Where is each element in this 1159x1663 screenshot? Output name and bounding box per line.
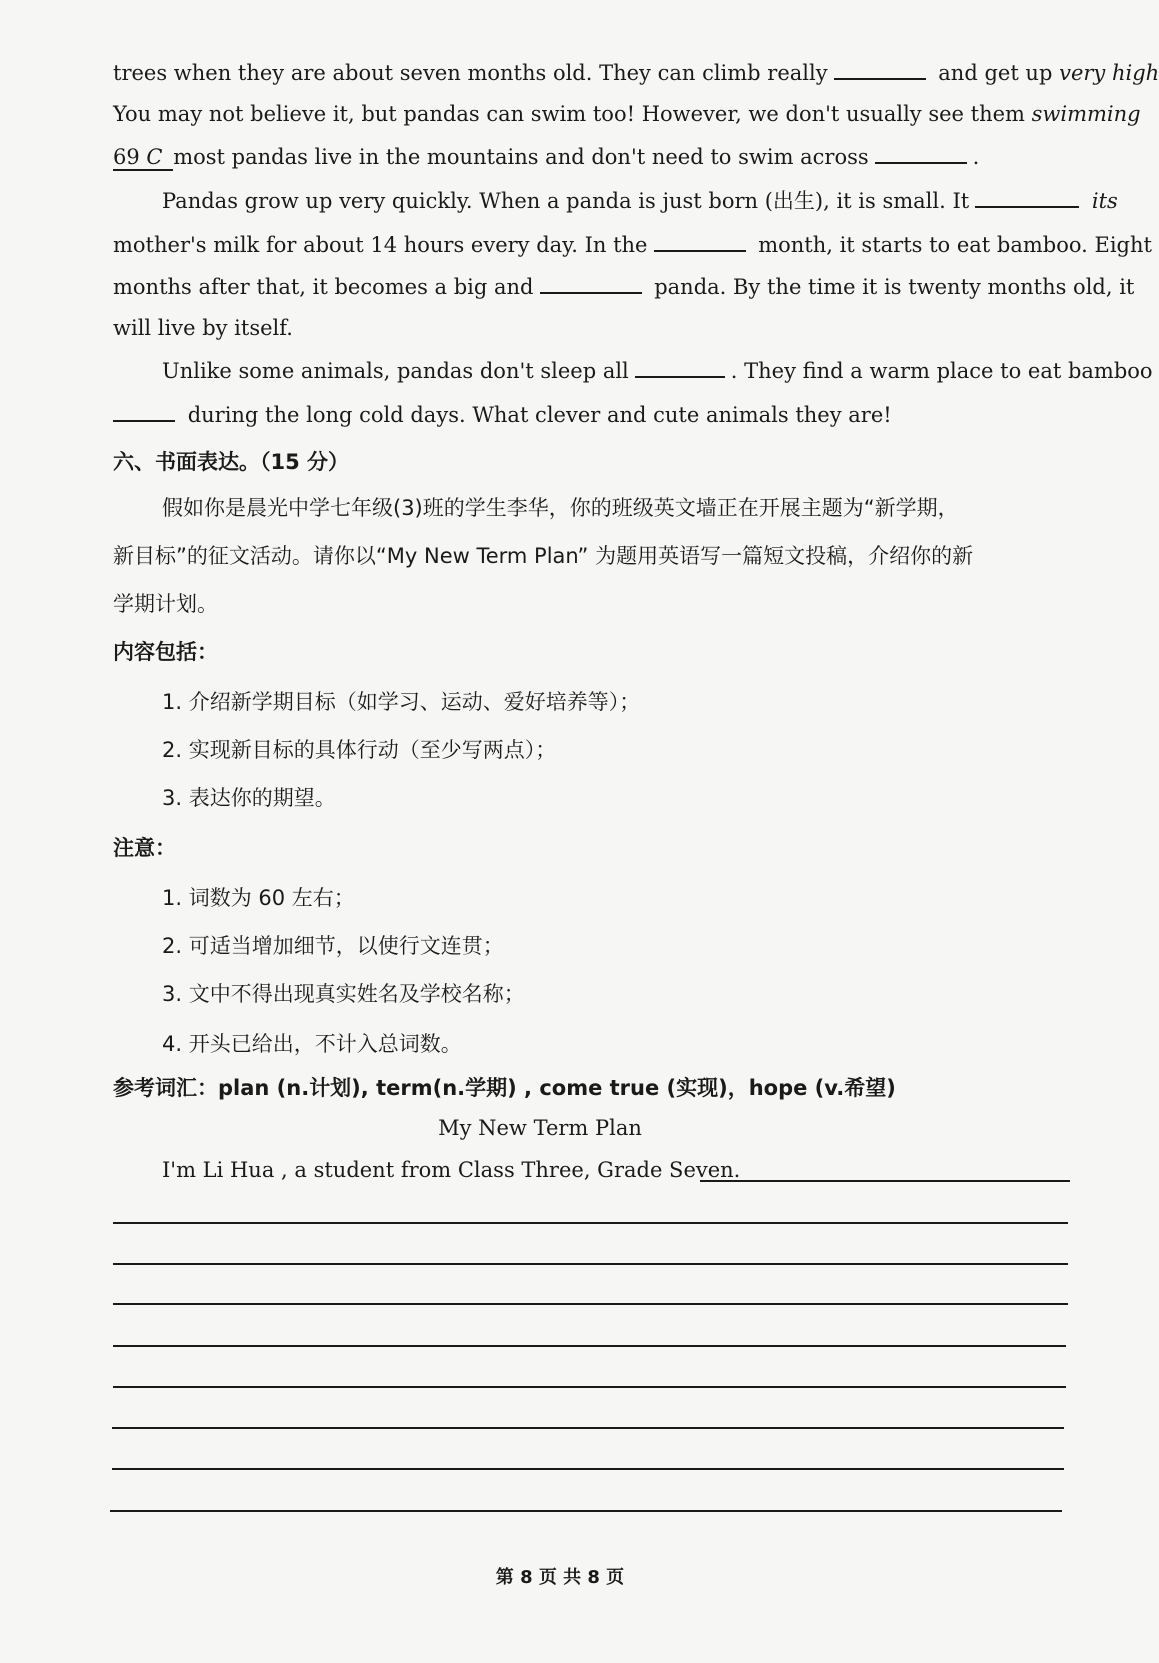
handwritten-text: its (1091, 189, 1118, 213)
passage-line-1 (113, 58, 1159, 87)
passage-line-2 (113, 100, 1141, 128)
answer-blank[interactable] (635, 356, 725, 378)
content-item-1: 1. 介绍新学期目标（如学习、运动、爱好培养等）； (162, 690, 641, 714)
text: and get up (938, 61, 1053, 85)
essay-opening: I'm Li Hua , a student from Class Three, Grade Seven. (162, 1158, 741, 1182)
text: . They find a warm place to eat bamboo (730, 359, 1153, 383)
text: will live by itself. (113, 316, 293, 340)
text: mother's milk for about 14 hours every day. In the (113, 233, 648, 257)
text: trees when they are about seven months old. They can climb really (113, 61, 828, 85)
question-69[interactable] (113, 145, 173, 171)
content-label: 内容包括： (113, 640, 218, 664)
passage-line-4 (162, 186, 1118, 215)
content-item-3: 3. 表达你的期望。 (162, 786, 336, 810)
answer-blank[interactable] (975, 186, 1079, 208)
note-item-1: 1. 词数为 60 左右； (162, 886, 355, 910)
text: . (972, 145, 980, 169)
note-item-4: 4. 开头已给出，不计入总词数。 (162, 1032, 462, 1056)
text: during the long cold days. What clever and cute animals they are! (187, 403, 892, 427)
text: Unlike some animals, pandas don't sleep all (162, 359, 629, 383)
passage-line-3 (113, 142, 979, 171)
prompt-line-2: 新目标”的征文活动。请你以“My New Term Plan” 为题用英语写一篇短文投稿，介绍你的新 (113, 544, 974, 568)
answer-blank[interactable] (113, 400, 175, 422)
answer-blank[interactable] (540, 272, 642, 294)
text: Pandas grow up very quickly. When a panda is just born (出生), it is small. It (162, 189, 970, 213)
note-item-2: 2. 可适当增加细节，以使行文连贯； (162, 934, 504, 958)
passage-line-8 (162, 356, 1153, 385)
answer-blank[interactable] (834, 58, 926, 80)
note-item-3: 3. 文中不得出现真实姓名及学校名称； (162, 982, 525, 1006)
passage-line-5 (113, 230, 1152, 259)
reference-vocabulary: 参考词汇：plan (n.计划), term(n.学期) , come true (实现)，hope (v.希望) (113, 1076, 896, 1100)
writing-line[interactable] (700, 1180, 1070, 1182)
question-number: 69 (113, 145, 140, 169)
content-item-2: 2. 实现新目标的具体行动（至少写两点）； (162, 738, 557, 762)
writing-line[interactable] (112, 1468, 1064, 1470)
writing-line[interactable] (113, 1303, 1068, 1305)
text: most pandas live in the mountains and don't need to swim across (173, 145, 869, 169)
passage-line-7 (113, 314, 293, 342)
answer-blank[interactable] (875, 142, 967, 164)
writing-line[interactable] (113, 1222, 1068, 1224)
handwritten-text: very high (1059, 61, 1159, 85)
prompt-line-3: 学期计划。 (113, 592, 218, 616)
writing-line[interactable] (113, 1263, 1068, 1265)
text: You may not believe it, but pandas can swim too! However, we don't usually see them (113, 102, 1025, 126)
text: month, it starts to eat bamboo. Eight (758, 233, 1152, 257)
writing-line[interactable] (113, 1345, 1066, 1347)
text: panda. By the time it is twenty months old, it (654, 275, 1135, 299)
passage-line-6 (113, 272, 1134, 301)
writing-line[interactable] (112, 1427, 1064, 1429)
essay-title: My New Term Plan (438, 1116, 642, 1140)
prompt-line-1: 假如你是晨光中学七年级(3)班的学生李华，你的班级英文墙正在开展主题为“新学期， (162, 496, 959, 520)
handwritten-answer: C (146, 145, 163, 169)
writing-line[interactable] (113, 1386, 1066, 1388)
page-number: 第 8 页 共 8 页 (495, 1567, 625, 1588)
notes-label: 注意： (113, 836, 176, 860)
passage-line-9 (113, 400, 892, 429)
answer-blank[interactable] (654, 230, 746, 252)
writing-line[interactable] (110, 1510, 1062, 1512)
handwritten-text: swimming (1031, 102, 1141, 126)
text: months after that, it becomes a big and (113, 275, 534, 299)
section-title: 六、书面表达。（15 分） (113, 450, 350, 474)
